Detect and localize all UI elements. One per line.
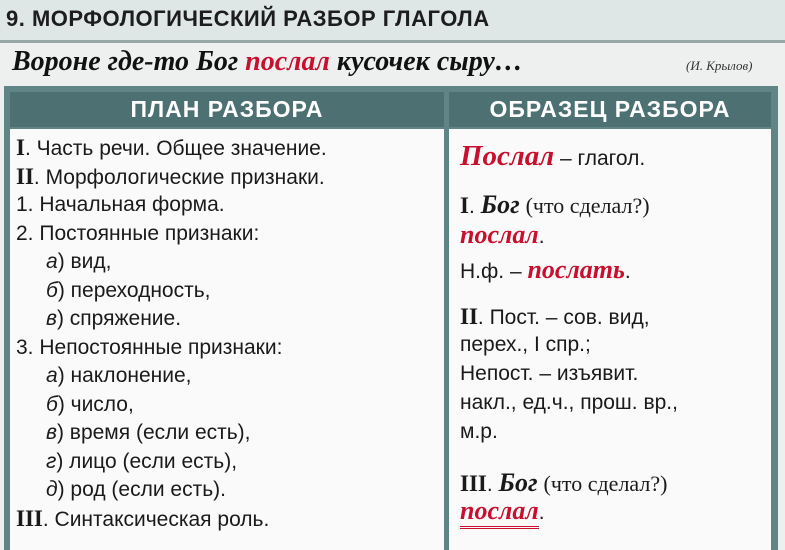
quote	[12, 46, 753, 78]
sample-s3-answer: послал.	[460, 496, 545, 526]
plan-line: III. Синтаксическая роль.	[16, 505, 270, 531]
plan-line: I. Часть речи. Общее значение.	[16, 135, 327, 160]
quote-before: Вороне где-то Бог	[12, 46, 246, 77]
quote-highlight: послал	[245, 46, 330, 77]
plan-line: 2. Постоянные признаки:	[16, 221, 260, 245]
plan-line: б) переходность,	[46, 278, 211, 302]
sample-s2-line: накл., ед.ч., прош. вр.,	[460, 391, 678, 414]
sample-s2-line: м.р.	[460, 420, 498, 443]
plan-line: д) род (если есть).	[46, 478, 226, 501]
sample-s1-row: I. Бог (что сделал?)	[460, 190, 650, 219]
page-title: 9. МОРФОЛОГИЧЕСКИЙ РАЗБОР ГЛАГОЛА	[6, 6, 490, 31]
plan-heading: ПЛАН РАЗБОРА	[10, 92, 444, 127]
plan-line: в) спряжение.	[46, 307, 182, 330]
sample-pos: – глагол.	[554, 147, 646, 170]
plan-line: 1. Начальная форма.	[16, 193, 225, 216]
divider	[0, 40, 785, 43]
quote-author: (И. Крылов)	[686, 58, 753, 73]
plan-list	[16, 134, 327, 533]
sample-word-row	[460, 140, 645, 173]
quote-after: кусочек сыру…	[329, 46, 523, 77]
plan-line: а) наклонение,	[46, 364, 192, 387]
sample-nf-row: Н.ф. – послать.	[460, 255, 631, 284]
sample-s2-line: перех., I спр.;	[460, 333, 591, 356]
sample-s2-row: II. Пост. – сов. вид,	[460, 304, 650, 329]
plan-line: в) время (если есть),	[46, 421, 251, 444]
plan-line: II. Морфологические признаки.	[16, 163, 325, 189]
title-band	[0, 0, 785, 40]
sample-word: Послал	[460, 140, 555, 172]
plan-line: 3. Непостоянные признаки:	[16, 335, 283, 359]
sample-s1-answer: послал.	[460, 220, 545, 249]
plan-line: г) лицо (если есть),	[46, 449, 238, 473]
sample-heading: ОБРАЗЕЦ РАЗБОРА	[449, 92, 771, 127]
plan-line: а) вид,	[46, 250, 112, 273]
plan-line: б) число,	[46, 392, 134, 416]
sample-s2-line: Непост. – изъявит.	[460, 362, 639, 385]
sample-s3-row: III. Бог (что сделал?)	[460, 468, 668, 497]
